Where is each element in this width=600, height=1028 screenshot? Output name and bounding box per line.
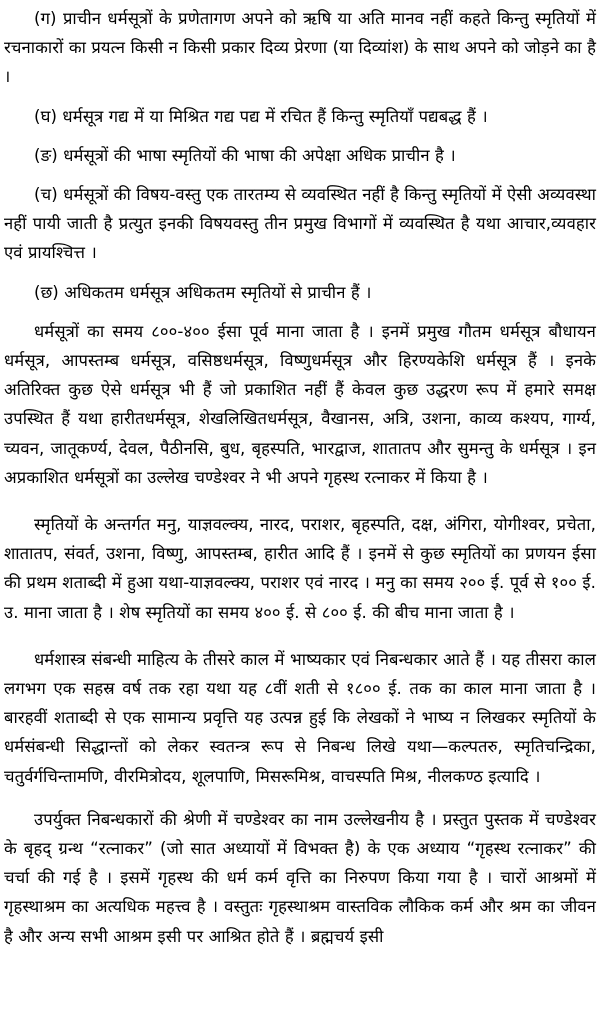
paragraph-chh: (छ) अधिकतम धर्मसूत्र अधिकतम स्मृतियों से प्राचीन हैं ।	[34, 282, 372, 302]
paragraph-ch: (च) धर्मसूत्रों की विषय-वस्तु एक तारतम्य से व्यवस्थित नहीं है किन्तु स्मृतियों में ऐसी अव्यवस्था नहीं पायी जाती है प्रत्युत इनकी विषयवस्तु तीन प्रमुख विभागों में व्यवस्थित है यथा आचार,व्यवहार एवं प्रायश्चित्त ।	[4, 185, 596, 263]
paragraph-g: (ग) प्राचीन धर्मसूत्रों के प्रणेतागण अपने को ऋषि या अति मानव नहीं कहते किन्तु स्मृतियों में रचनाकारों का प्रयत्न किसी न किसी प्रकार दिव्य प्रेरणा (या दिव्यांश) के साथ अपने को जोड़ने का है ।	[4, 9, 596, 87]
paragraph-ng: (ङ) धर्मसूत्रों की भाषा स्मृतियों की भाषा की अपेक्षा अधिक प्राचीन है ।	[34, 145, 456, 165]
paragraph-commentators: धर्मशास्त्र संबन्धी माहित्य के तीसरे काल में भाष्यकार एवं निबन्धकार आते हैं । यह तीसरा काल लगभग एक सहस्र वर्ष तक रहा यथा यह ८वीं शती से १८०० ई. तक का काल माना जाता है । बारहवीं शताब्दी से एक सामान्य प्रवृत्ति यह उत्पन्न हुई कि लेखकों ने भाष्य न लिखकर स्मृतियों के धर्मसंबन्धी सिद्धान्तों को लेकर स्वतन्त्र रूप से निबन्ध लिखे यथा—कल्पतरु, स्मृतिचन्द्रिका, चतुर्वर्गचिन्तामणि, वीरमित्रोदय, शूलपाणि, मिसरूमिश्र, वाचस्पति मिश्र, नीलकण्ठ इत्यादि ।	[4, 649, 596, 786]
paragraph-gh: (घ) धर्मसूत्र गद्य में या मिश्रित गद्य पद्य में रचित हैं किन्तु स्मृतियाँ पद्यबद्ध हैं ।	[34, 106, 488, 126]
paragraph-dharmasutra-period: धर्मसूत्रों का समय ८००-४०० ईसा पूर्व माना जाता है । इनमें प्रमुख गौतम धर्मसूत्र बौधायन धर्मसूत्र, आपस्तम्ब धर्मसूत्र, वसिष्ठधर्मसूत्र, विष्णुधर्मसूत्र और हिरण्यकेशि धर्मसूत्र हैं । इनके अतिरिक्त कुछ ऐसे धर्मसूत्र भी हैं जो प्रकाशित नहीं हैं केवल कुछ उद्धरण रूप में हमारे समक्ष उपस्थित हैं यथा हारीतधर्मसूत्र, शेखलिखितधर्मसूत्र, वैखानस, अत्रि, उशना, काव्य कश्यप, गार्ग्य, च्यवन, जातूकर्ण्य, देवल, पैठीनसि, बुध, बृहस्पति, भारद्वाज, शातातप और सुमन्तु के धर्मसूत्र । इन अप्रकाशित धर्मसूत्रों का उल्लेख चण्डेश्वर ने भी अपने गृहस्थ रत्नाकर में किया है ।	[4, 321, 596, 487]
paragraph-chandeshwar: उपर्युक्त निबन्धकारों की श्रेणी में चण्डेश्वर का नाम उल्लेखनीय है । प्रस्तुत पुस्तक में चण्डेश्वर के बृहद् ग्रन्थ “रत्नाकर” (जो सात अध्यायों में विभक्त है) के एक अध्याय “गृहस्थ रत्नाकर” की चर्चा की गई है । इसमें गृहस्थ की धर्म कर्म वृत्ति का निरुपण किया गया है । चारों आश्रमों में गृहस्थाश्रम का अत्यधिक महत्त्व है । वस्तुतः गृहस्थाश्रम वास्तविक लौकिक कर्म और श्रम का जीवन है और अन्य सभी आश्रम इसी पर आश्रित होते हैं । ब्रह्मचर्य इसी	[4, 809, 596, 946]
paragraph-smritis: स्मृतियों के अन्तर्गत मनु, याज्ञवल्क्य, नारद, पराशर, बृहस्पति, दक्ष, अंगिरा, योगीश्वर, प्रचेता, शातातप, संवर्त, उशना, विष्णु, आपस्तम्ब, हारीत आदि हैं । इनमें से कुछ स्मृतियों का प्रणयन ईसा की प्रथम शताब्दी में हुआ यथा-याज्ञवल्क्य, पराशर एवं नारद । मनु का समय २०० ई. पूर्व से १०० ई. उ. माना जाता है । शेष स्मृतियों का समय ४०० ई. से ८०० ई. की बीच माना जाता है ।	[4, 515, 596, 622]
